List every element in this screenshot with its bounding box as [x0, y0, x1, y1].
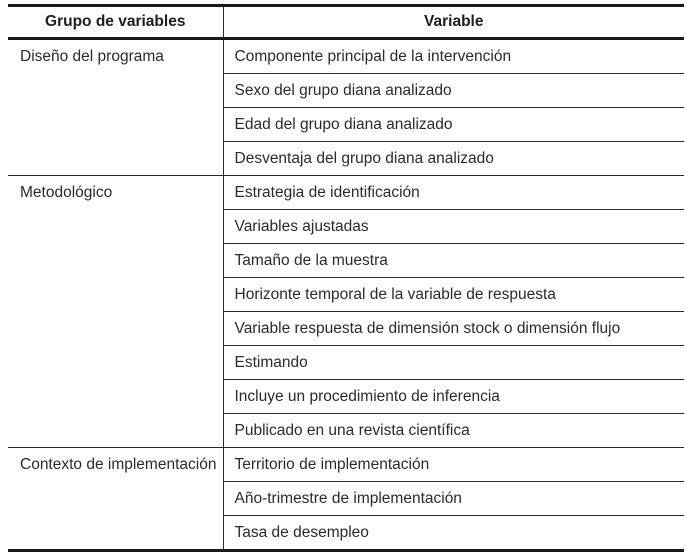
variable-cell: Publicado en una revista científica [223, 414, 684, 448]
table-header [8, 6, 684, 39]
table-row [8, 39, 684, 74]
group-label-program-design: Diseño del programa [8, 39, 223, 176]
variable-cell: Horizonte temporal de la variable de respuesta [223, 278, 684, 312]
variables-table-container [8, 4, 684, 552]
variable-cell: Estrategia de identificación [223, 176, 684, 210]
variable-cell: Sexo del grupo diana analizado [223, 74, 684, 108]
variable-cell: Año-trimestre de implementación [223, 482, 684, 516]
variable-cell: Tasa de desempleo [223, 516, 684, 551]
group-label-implementation-context: Contexto de implementación [8, 448, 223, 551]
table-row [8, 448, 684, 482]
header-variable: Variable [223, 6, 684, 39]
table-body [8, 39, 684, 551]
variable-cell: Desventaja del grupo diana analizado [223, 142, 684, 176]
variable-cell: Territorio de implementación [223, 448, 684, 482]
variable-cell: Incluye un procedimiento de inferencia [223, 380, 684, 414]
variable-cell: Componente principal de la intervención [223, 39, 684, 74]
variable-cell: Variables ajustadas [223, 210, 684, 244]
table-row [8, 176, 684, 210]
variable-cell: Tamaño de la muestra [223, 244, 684, 278]
variable-cell: Estimando [223, 346, 684, 380]
header-row [8, 6, 684, 39]
variable-cell: Edad del grupo diana analizado [223, 108, 684, 142]
variable-cell: Variable respuesta de dimensión stock o dimensión flujo [223, 312, 684, 346]
variables-table [8, 4, 684, 552]
group-label-methodological: Metodológico [8, 176, 223, 448]
header-group-of-variables: Grupo de variables [45, 13, 186, 30]
